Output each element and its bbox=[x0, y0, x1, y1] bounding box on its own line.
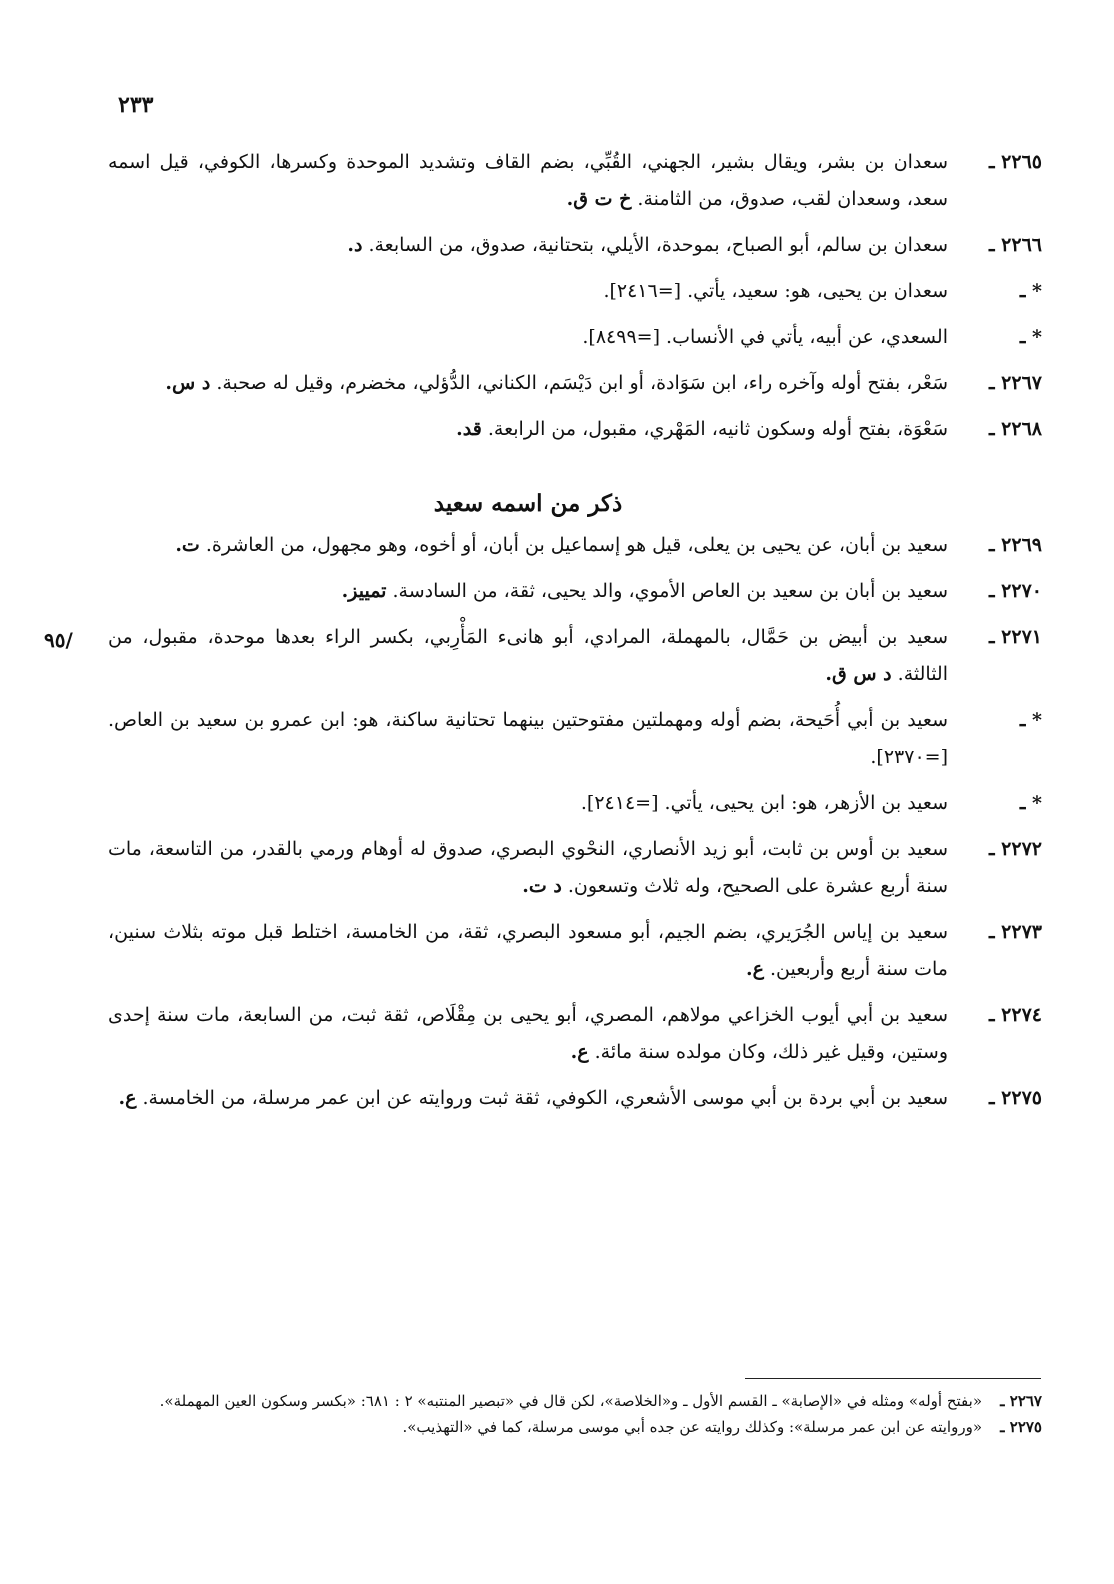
entry-text-block bbox=[108, 527, 948, 564]
entry-number: * ـ bbox=[1019, 709, 1042, 731]
entry-source-code: ع. bbox=[570, 1041, 589, 1063]
footnote bbox=[108, 1388, 1042, 1414]
entry-text: سعيد بن أبي أيوب الخزاعي مولاهم، المصري، أبو يحيى بن مِقْلَاص، ثقة ثبت، من السابعة، مات سنة إحدى وستين، وقيل غير ذلك، وكان مولده سنة مائة. bbox=[108, 1004, 948, 1063]
entry-text: سعدان بن سالم، أبو الصباح، بموحدة، الأيلي، بتحتانية، صدوق، من السابعة. bbox=[368, 234, 948, 256]
entry-text-block bbox=[108, 831, 948, 905]
entry-number: ٢٢٦٨ ـ bbox=[988, 418, 1042, 440]
entry-text: سعيد بن إياس الجُرَيري، بضم الجيم، أبو مسعود البصري، ثقة، من الخامسة، اختلط قبل موته بثلاث سنين، مات سنة أربع وأربعين. bbox=[108, 921, 948, 980]
section-heading: ذكر من اسمه سعيد bbox=[433, 490, 623, 517]
entry-number: ٢٢٦٦ ـ bbox=[988, 234, 1042, 256]
entry-text: سعيد بن أبان، عن يحيى بن يعلى، قيل هو إسماعيل بن أبان، أو أخوه، وهو مجهول، من العاشرة. bbox=[205, 534, 948, 556]
entry bbox=[108, 527, 1042, 564]
entry-text-block bbox=[108, 319, 948, 356]
entry-number: ٢٢٧٥ ـ bbox=[988, 1087, 1042, 1109]
entry-source-code: د س ق. bbox=[825, 663, 892, 685]
footnote-number: ٢٢٦٧ ـ bbox=[1000, 1392, 1042, 1410]
footnote-number: ٢٢٧٥ ـ bbox=[1000, 1418, 1042, 1436]
entry bbox=[108, 144, 1042, 218]
entry-source-code: تمييز. bbox=[341, 580, 387, 602]
entry bbox=[108, 365, 1042, 402]
footnote-text: «بفتح أوله» ومثله في «الإصابة» ـ القسم الأول ـ و«الخلاصة»، لكن قال في «تبصير المنتبه» ٢ : ٦٨١: «بكسر وسكون العين المهملة». bbox=[159, 1392, 982, 1410]
entry bbox=[108, 411, 1042, 448]
page-body bbox=[108, 144, 1042, 1126]
entry-text: السعدي، عن أبيه، يأتي في الأنساب. [=٨٤٩٩]. bbox=[582, 326, 948, 348]
entry bbox=[108, 227, 1042, 264]
entry-text-block bbox=[108, 365, 948, 402]
entry-text: سعيد بن أبان بن سعيد بن العاص الأموي، والد يحيى، ثقة، من السادسة. bbox=[392, 580, 948, 602]
entry-text: سَعْوَة، بفتح أوله وسكون ثانيه، المَهْري، مقبول، من الرابعة. bbox=[487, 418, 948, 440]
entry-number: ٢٢٦٧ ـ bbox=[988, 372, 1042, 394]
entry-number: * ـ bbox=[1019, 792, 1042, 814]
page-number: ٢٣٣ bbox=[118, 92, 154, 118]
entries-section-bottom bbox=[108, 527, 1042, 1117]
entry-text-block bbox=[108, 573, 948, 610]
entry-text-block bbox=[108, 914, 948, 988]
entry-text: سَعْر، بفتح أوله وآخره راء، ابن سَوَادة، أو ابن دَيْسَم، الكناني، الدُّؤلي، مخضرم، وقيل له صحبة. bbox=[216, 372, 948, 394]
entry-number: ٢٢٧١ ـ bbox=[988, 626, 1042, 648]
entry-number: ٢٢٧٤ ـ bbox=[988, 1004, 1042, 1026]
footnote bbox=[108, 1414, 1042, 1440]
entry bbox=[108, 831, 1042, 905]
entries-section-top bbox=[108, 144, 1042, 448]
entry bbox=[108, 914, 1042, 988]
entry-text-block bbox=[108, 785, 948, 822]
entry-text-block bbox=[108, 227, 948, 264]
margin-note: /٩٥ bbox=[44, 628, 73, 652]
entry-text: سعدان بن يحيى، هو: سعيد، يأتي. [=٢٤١٦]. bbox=[603, 280, 948, 302]
entry-text-block bbox=[108, 702, 948, 776]
entry bbox=[108, 319, 1042, 356]
entry bbox=[108, 702, 1042, 776]
entry-text: سعيد بن أبي بردة بن أبي موسى الأشعري، الكوفي، ثقة ثبت وروايته عن ابن عمر مرسلة، من الخامسة. bbox=[142, 1087, 948, 1109]
entry-text-block bbox=[108, 411, 948, 448]
entry-text-block bbox=[108, 997, 948, 1071]
entry-source-code: د ت. bbox=[522, 875, 562, 897]
footnote-divider bbox=[745, 1378, 1041, 1379]
entry-number: ٢٢٦٥ ـ bbox=[988, 151, 1042, 173]
entry-text: سعدان بن بشر، ويقال بشير، الجهني، القُبِّي، بضم القاف وتشديد الموحدة وكسرها، الكوفي، قيل اسمه سعد، وسعدان لقب، صدوق، من الثامنة. bbox=[108, 151, 948, 210]
entry-source-code: د. bbox=[347, 234, 363, 256]
entry-number: * ـ bbox=[1019, 280, 1042, 302]
entry-source-code: ع. bbox=[746, 958, 764, 980]
entry-source-code: د س. bbox=[165, 372, 211, 394]
entry-text: سعيد بن أوس بن ثابت، أبو زيد الأنصاري، النحْوي البصري، صدوق له أوهام ورمي بالقدر، من التاسعة، مات سنة أربع عشرة على الصحيح، وله ثلاث وتسعون. bbox=[108, 838, 948, 897]
entry-number: ٢٢٧٣ ـ bbox=[988, 921, 1042, 943]
entry-source-code: قد. bbox=[456, 418, 482, 440]
entry-text-block bbox=[108, 144, 948, 218]
entry bbox=[108, 619, 1042, 693]
entry-source-code: ت. bbox=[175, 534, 200, 556]
entry-source-code: ع. bbox=[118, 1087, 137, 1109]
entry bbox=[108, 1080, 1042, 1117]
footnote-text: «وروايته عن ابن عمر مرسلة»: وكذلك روايته عن جده أبي موسى مرسلة، كما في «التهذيب». bbox=[402, 1418, 982, 1436]
entry-text: سعيد بن أبي أُحَيحة، بضم أوله ومهملتين مفتوحتين بينهما تحتانية ساكنة، هو: ابن عمرو بن سعيد بن العاص. [=٢٣٧٠]. bbox=[108, 709, 948, 768]
entry bbox=[108, 785, 1042, 822]
entry bbox=[108, 273, 1042, 310]
entry-text: سعيد بن الأزهر، هو: ابن يحيى، يأتي. [=٢٤١٤]. bbox=[580, 792, 948, 814]
entry-number: ٢٢٧٠ ـ bbox=[988, 580, 1042, 602]
entry-text: سعيد بن أبيض بن حَمَّال، بالمهملة، المرادي، أبو هانىء المَأْرِبي، بكسر الراء بعدها موحدة، مقبول، من الثالثة. bbox=[108, 626, 948, 685]
entry-text-block bbox=[108, 273, 948, 310]
entry-number: ٢٢٦٩ ـ bbox=[988, 534, 1042, 556]
entry-text-block bbox=[108, 619, 948, 693]
entry-number: * ـ bbox=[1019, 326, 1042, 348]
entry bbox=[108, 997, 1042, 1071]
entry-source-code: خ ت ق. bbox=[566, 188, 632, 210]
entry-number: ٢٢٧٢ ـ bbox=[988, 838, 1042, 860]
entry bbox=[108, 573, 1042, 610]
entry-text-block bbox=[108, 1080, 948, 1117]
footnotes bbox=[108, 1388, 1042, 1440]
